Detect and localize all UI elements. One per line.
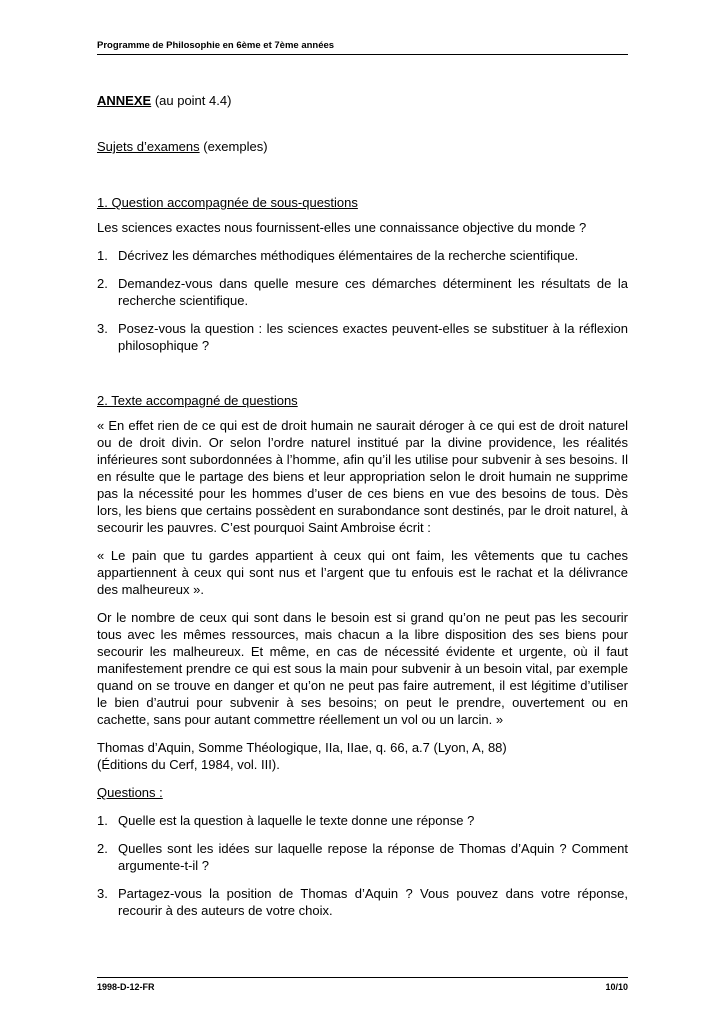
list-item: 1. Décrivez les démarches méthodiques élémentaires de la recherche scientifique.	[97, 248, 579, 263]
sujets-heading	[97, 138, 628, 155]
source-citation: Thomas d’Aquin, Somme Théologique, IIa, IIae, q. 66, a.7 (Lyon, A, 88) (Éditions du Cerf, 1984, vol. III).	[97, 740, 507, 772]
page-number: 10/10	[605, 982, 628, 992]
page-content	[97, 92, 628, 930]
annexe-ref: (au point 4.4)	[154, 93, 232, 108]
section2-title: 2. Texte accompagné de questions	[97, 393, 298, 408]
annexe-label: ANNEXE	[97, 93, 152, 108]
section1-title: 1. Question accompagnée de sous-questions	[97, 195, 358, 210]
annexe-heading	[97, 92, 628, 109]
list-item: 3. Partagez-vous la position de Thomas d’Aquin ? Vous pouvez dans votre réponse, recourir à des auteurs de votre choix.	[97, 886, 628, 918]
list-item: 2. Quelles sont les idées sur laquelle repose la réponse de Thomas d’Aquin ? Comment argumente-t-il ?	[97, 841, 628, 873]
list-item: 2. Demandez-vous dans quelle mesure ces démarches déterminent les résultats de la recherche scientifique.	[97, 276, 628, 308]
list-item: 1. Quelle est la question à laquelle le texte donne une réponse ?	[97, 813, 475, 828]
doc-code: 1998-D-12-FR	[97, 982, 155, 992]
page-footer	[97, 977, 628, 992]
section1-list	[97, 247, 628, 354]
text-paragraph: « En effet rien de ce qui est de droit humain ne saurait déroger à ce qui est de droit naturel ou de droit divin. Or selon l’ordre naturel institué par la divine providence, les réalités inférieures sont subordonnées à l’homme, afin qu’il les utilise pour subvenir à ses besoins. Il en résulte que le partage des biens et leur appropriation selon le droit humain ne supprime pas la nécessité pour les hommes d’user de ces biens en vue des besoins de tous. Dès lors, les biens que certains possèdent en surabondance sont destinés, par le droit naturel, à secourir les pauvres. C’est pourquoi Saint Ambroise écrit :	[97, 418, 628, 535]
sujets-label: Sujets d’examens	[97, 139, 200, 154]
header-title: Programme de Philosophie en 6ème et 7ème années	[97, 40, 335, 51]
list-item: 3. Posez-vous la question : les sciences exactes peuvent-elles se substituer à la réflexion philosophique ?	[97, 321, 628, 353]
text-paragraph: Or le nombre de ceux qui sont dans le besoin est si grand qu’on ne peut pas les secourir tous avec les mêmes ressources, mais chacun a la libre disposition des ses biens pour secourir les malheureux. Et même, en cas de nécessité évidente et urgente, où il faut manifestement prendre ce qui est sous la main pour subvenir à un besoin vital, par exemple quand on se trouve en danger et qu’on ne peut pas faire autrement, il est légitime d’utiliser le bien d’autrui pour subvenir à ses besoins; on peut le prendre, ouvertement ou en cachette, sans pour autant commettre réellement un vol ou un larcin. »	[97, 610, 628, 727]
text-paragraph: « Le pain que tu gardes appartient à ceux qui ont faim, les vêtements que tu caches appartiennent à ceux qui sont nus et l’argent que tu enfouis est le rachat et la délivrance des malheureux ».	[97, 548, 628, 597]
running-header	[97, 40, 628, 55]
section1-question: Les sciences exactes nous fournissent-elles une connaissance objective du monde ?	[97, 220, 587, 235]
sujets-note: (exemples)	[203, 139, 268, 154]
questions-label: Questions :	[97, 785, 163, 800]
questions-list	[97, 812, 628, 919]
